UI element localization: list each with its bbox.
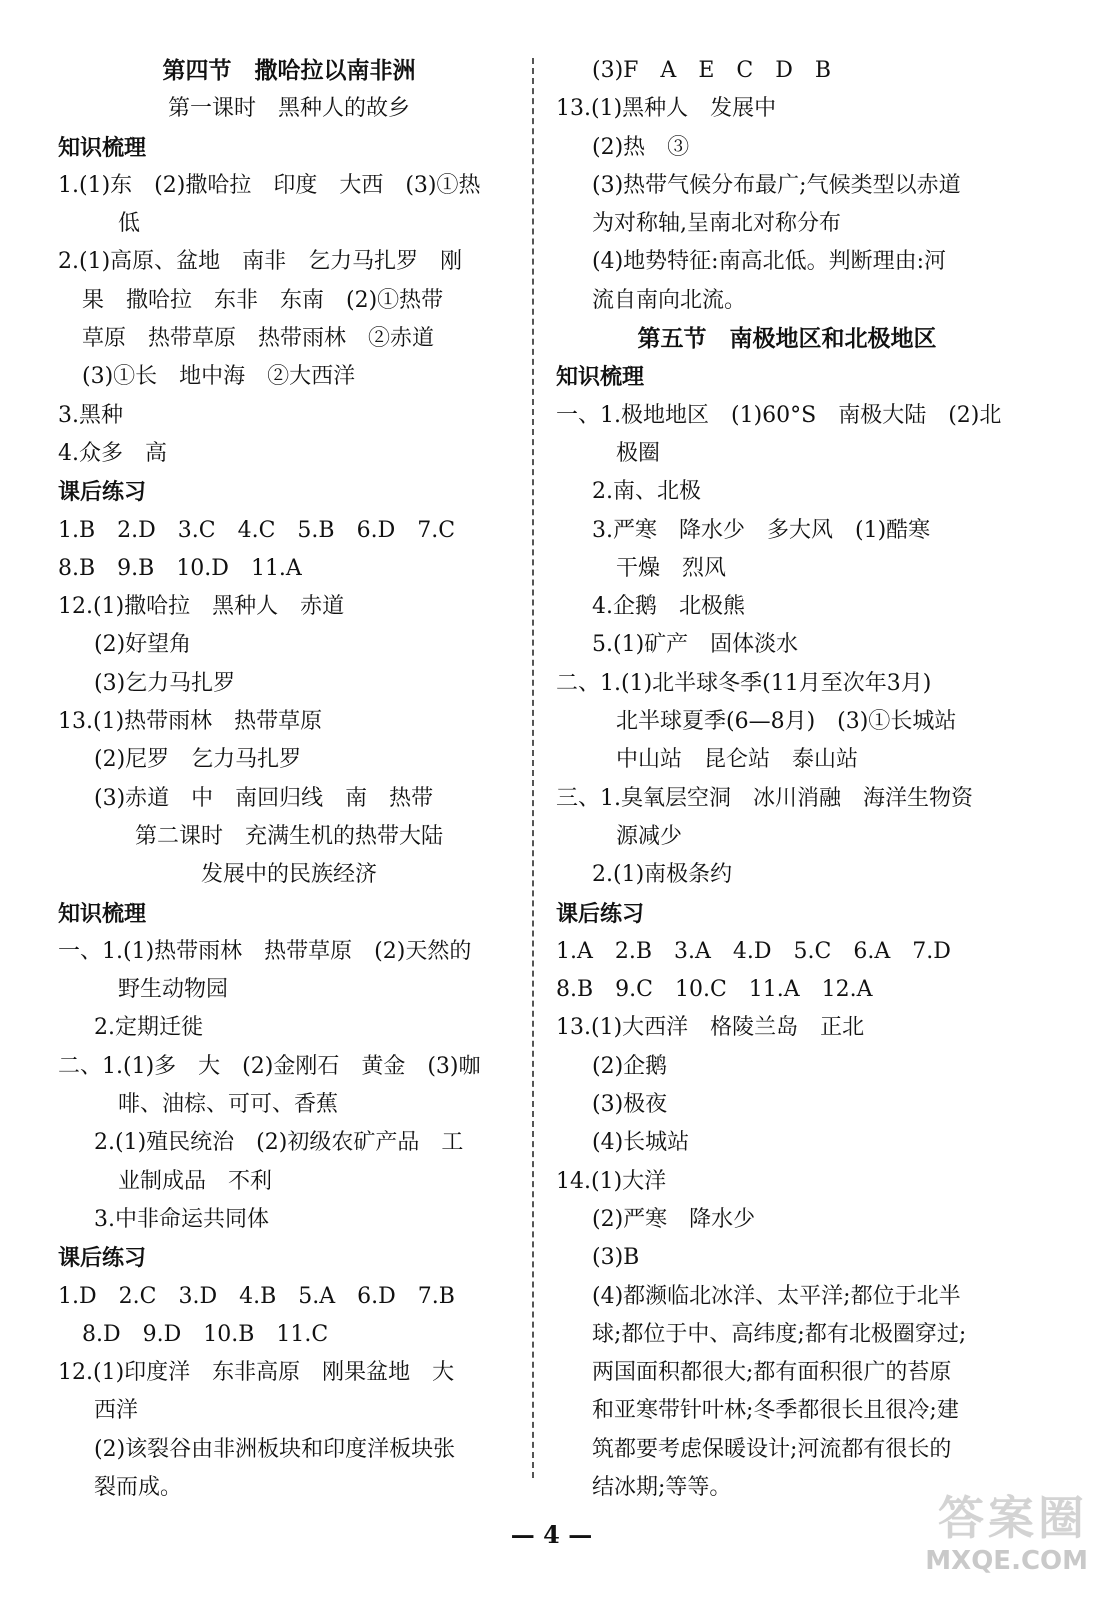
left-line: 第二课时 充满生机的热带大陆 xyxy=(134,823,443,849)
right-line: 干燥 烈风 xyxy=(616,555,727,581)
right-line: (3)热带气候分布最广;气候类型以赤道 xyxy=(592,172,961,198)
left-line: 第一课时 黑种人的故乡 xyxy=(167,96,410,122)
left-line: (3)①长 地中海 ②大西洋 xyxy=(82,364,356,390)
right-line: 第五节 南极地区和北极地区 xyxy=(637,325,937,353)
left-line: 西洋 xyxy=(94,1398,139,1424)
left-line: 1.B 2.D 3.C 4.C 5.B 6.D 7.C xyxy=(58,517,456,543)
left-line: 知识梳理 xyxy=(58,134,147,161)
right-line: 中山站 昆仑站 泰山站 xyxy=(616,747,859,773)
watermark-title: 答案圈 xyxy=(938,1491,1088,1545)
right-line: (4)地势特征:南高北低。判断理由:河 xyxy=(592,249,946,275)
left-line: 果 撒哈拉 东非 东南 (2)①热带 xyxy=(82,287,444,313)
left-line: 课后练习 xyxy=(58,479,147,506)
right-line: (3)F A E C D B xyxy=(592,58,832,83)
left-line: 裂而成。 xyxy=(94,1474,183,1500)
left-line: (2)尼罗 乞力马扎罗 xyxy=(94,747,302,773)
right-line: 为对称轴,呈南北对称分布 xyxy=(592,211,841,237)
right-line: 二、1.(1)北半球冬季(11月至次年3月) xyxy=(556,670,932,696)
page-number: — 4 — xyxy=(510,1520,593,1549)
left-line: 课后练习 xyxy=(58,1245,147,1272)
right-line: 4.企鹅 北极熊 xyxy=(592,594,745,620)
left-line: 3.黑种 xyxy=(58,402,123,428)
right-line: 5.(1)矿产 固体淡水 xyxy=(592,632,799,658)
right-line: 一、1.极地地区 (1)60°S 南极大陆 (2)北 xyxy=(556,402,1002,428)
right-line: (3)B xyxy=(592,1245,640,1271)
left-line: 二、1.(1)多 大 (2)金刚石 黄金 (3)咖 xyxy=(58,1053,481,1079)
right-line: 三、1.臭氧层空洞 冰川消融 海洋生物资 xyxy=(556,785,973,811)
right-line: 和亚寒带针叶林;冬季都很长且很冷;建 xyxy=(592,1398,959,1424)
right-line: 流自南向北流。 xyxy=(592,287,747,313)
right-line: 球;都位于中、高纬度;都有北极圈穿过; xyxy=(592,1321,967,1347)
right-line: 14.(1)大洋 xyxy=(556,1168,667,1194)
right-line: 8.B 9.C 10.C 11.A 12.A xyxy=(556,977,873,1003)
right-line: 2.(1)南极条约 xyxy=(592,862,733,888)
left-line: 8.B 9.B 10.D 11.A xyxy=(58,555,302,581)
right-line: 知识梳理 xyxy=(556,364,645,391)
left-line: 12.(1)撒哈拉 黑种人 赤道 xyxy=(58,594,345,620)
left-line: 草原 热带草原 热带雨林 ②赤道 xyxy=(82,326,435,352)
left-line: 2.(1)高原、盆地 南非 乞力马扎罗 刚 xyxy=(58,249,463,275)
left-line: 低 xyxy=(118,211,141,237)
left-line: 业制成品 不利 xyxy=(118,1168,273,1194)
left-line: 发展中的民族经济 xyxy=(200,862,377,888)
right-line: (2)严寒 降水少 xyxy=(592,1206,756,1232)
right-line: 课后练习 xyxy=(556,900,645,927)
column-divider xyxy=(532,58,534,1478)
left-line: 2.定期迁徙 xyxy=(94,1015,203,1041)
left-line: 8.D 9.D 10.B 11.C xyxy=(82,1321,329,1347)
right-line: (4)长城站 xyxy=(592,1130,690,1156)
left-line: 4.众多 高 xyxy=(58,440,167,466)
left-line: 1.(1)东 (2)撒哈拉 印度 大西 (3)①热 xyxy=(58,172,481,198)
right-line: 3.严寒 降水少 多大风 (1)酷寒 xyxy=(592,517,931,543)
left-column xyxy=(58,52,520,1507)
right-column xyxy=(556,52,1018,1507)
left-line: 野生动物园 xyxy=(118,977,229,1003)
right-line: 13.(1)大西洋 格陵兰岛 正北 xyxy=(556,1015,865,1041)
right-line: (2)企鹅 xyxy=(592,1053,668,1079)
left-line: 12.(1)印度洋 东非高原 刚果盆地 大 xyxy=(58,1360,455,1386)
right-line: 1.A 2.B 3.A 4.D 5.C 6.A 7.D xyxy=(556,938,951,964)
right-line: (4)都濒临北冰洋、太平洋;都位于北半 xyxy=(592,1283,961,1309)
left-line: (2)好望角 xyxy=(94,632,192,658)
left-line: (2)该裂谷由非洲板块和印度洋板块张 xyxy=(94,1436,456,1462)
right-line: 筑都要考虑保暖设计;河流都有很长的 xyxy=(592,1436,952,1462)
right-line: 结冰期;等等。 xyxy=(592,1474,732,1500)
left-line: (3)乞力马扎罗 xyxy=(94,670,236,696)
right-line: 极圈 xyxy=(616,440,661,466)
right-line: 北半球夏季(6—8月) (3)①长城站 xyxy=(616,709,957,735)
right-line: 两国面积都很大;都有面积很广的苔原 xyxy=(592,1360,952,1386)
left-line: 第四节 撒哈拉以南非洲 xyxy=(162,57,416,84)
right-line: (2)热 ③ xyxy=(592,134,690,160)
right-line: 2.南、北极 xyxy=(592,479,701,505)
right-line: (3)极夜 xyxy=(592,1092,668,1118)
left-line: 13.(1)热带雨林 热带草原 xyxy=(58,709,323,735)
left-line: 3.中非命运共同体 xyxy=(94,1206,269,1232)
right-line: 13.(1)黑种人 发展中 xyxy=(556,96,777,122)
watermark-url: MXQE.COM xyxy=(925,1546,1088,1576)
left-line: 1.D 2.C 3.D 4.B 5.A 6.D 7.B xyxy=(58,1283,455,1309)
left-line: 知识梳理 xyxy=(58,900,147,927)
left-line: 2.(1)殖民统治 (2)初级农矿产品 工 xyxy=(94,1130,464,1156)
left-line: 一、1.(1)热带雨林 热带草原 (2)天然的 xyxy=(58,938,472,964)
left-line: 啡、油棕、可可、香蕉 xyxy=(118,1092,339,1118)
left-line: (3)赤道 中 南回归线 南 热带 xyxy=(94,785,434,811)
right-line: 源减少 xyxy=(616,823,683,849)
